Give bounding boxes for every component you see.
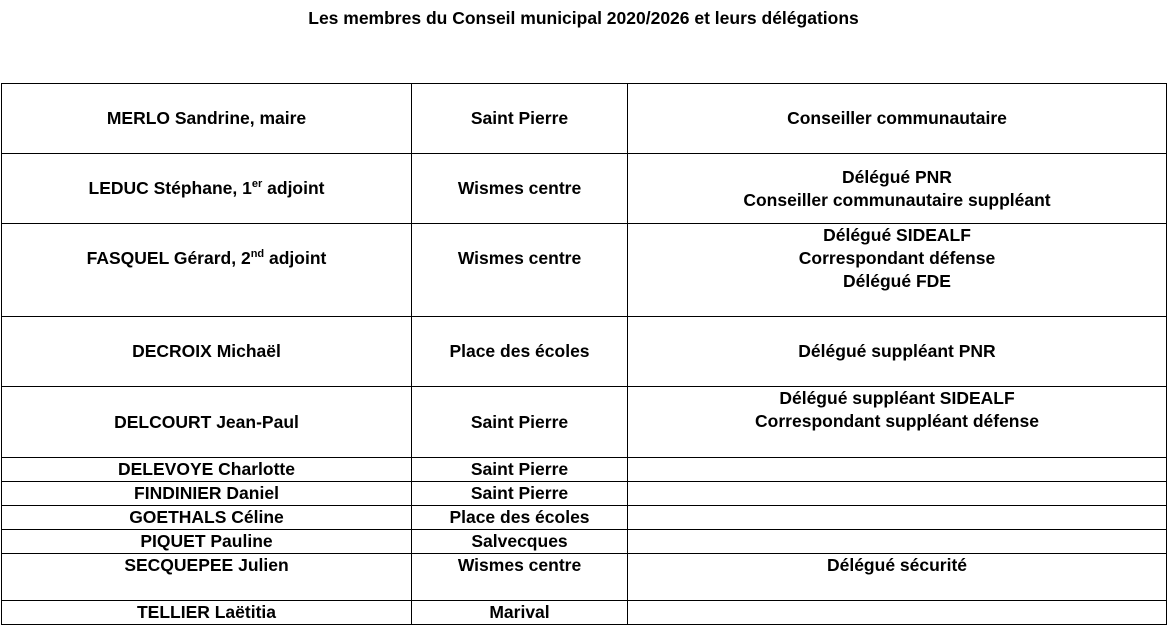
member-location: Saint Pierre [412, 482, 628, 506]
delegation-line: Correspondant suppléant défense [755, 411, 1039, 431]
member-name [2, 224, 412, 317]
member-delegations [628, 84, 1167, 154]
table-row [2, 317, 1167, 387]
member-delegations [628, 482, 1167, 506]
delegation-line: Délégué suppléant PNR [798, 341, 996, 361]
table-row [2, 154, 1167, 224]
ordinal-suffix: nd [250, 248, 265, 261]
member-name: SECQUEPEE Julien [2, 554, 412, 601]
member-location: Marival [412, 601, 628, 625]
delegation-line: Délégué PNR [842, 166, 952, 187]
delegation-line: Conseiller communautaire [787, 108, 1007, 128]
delegation-line: Correspondant défense [798, 248, 996, 268]
ordinal-suffix: er [251, 178, 263, 191]
member-location: Place des écoles [412, 506, 628, 530]
member-location: Saint Pierre [412, 84, 628, 154]
member-name-text: LEDUC Stéphane, 1 [88, 178, 252, 198]
table-row [2, 387, 1167, 458]
member-location: Salvecques [412, 530, 628, 554]
member-location: Place des écoles [412, 317, 628, 387]
member-name: FINDINIER Daniel [2, 482, 412, 506]
table-row [2, 224, 1167, 317]
table-row [2, 458, 1167, 482]
member-delegations [628, 387, 1167, 458]
member-name [2, 154, 412, 224]
delegation-line: Délégué suppléant SIDEALF [779, 388, 1015, 408]
table-row [2, 554, 1167, 601]
member-delegations [628, 224, 1167, 317]
member-name: PIQUET Pauline [2, 530, 412, 554]
member-delegations [628, 554, 1167, 601]
delegation-line: Délégué SIDEALF [823, 225, 971, 245]
member-delegations [628, 506, 1167, 530]
table-row [2, 506, 1167, 530]
member-name: TELLIER Laëtitia [2, 601, 412, 625]
member-name: MERLO Sandrine, maire [2, 84, 412, 154]
member-location: Wismes centre [412, 154, 628, 224]
delegation-line: Délégué sécurité [826, 555, 968, 575]
member-location: Wismes centre [412, 224, 628, 317]
member-delegations [628, 601, 1167, 625]
table-row [2, 601, 1167, 625]
member-name-role: adjoint [264, 248, 327, 268]
delegation-line: Délégué FDE [843, 271, 951, 291]
member-delegations [628, 530, 1167, 554]
member-name: DELCOURT Jean-Paul [2, 387, 412, 458]
council-members-table [1, 83, 1167, 625]
table-row [2, 482, 1167, 506]
member-delegations [628, 458, 1167, 482]
member-delegations [628, 154, 1167, 224]
member-delegations [628, 317, 1167, 387]
member-name-text: FASQUEL Gérard, 2 [86, 248, 251, 268]
member-name: GOETHALS Céline [2, 506, 412, 530]
member-location: Saint Pierre [412, 458, 628, 482]
table-row [2, 530, 1167, 554]
member-name: DELEVOYE Charlotte [2, 458, 412, 482]
delegation-line: Conseiller communautaire suppléant [743, 189, 1051, 210]
member-location: Saint Pierre [412, 387, 628, 458]
page-title: Les membres du Conseil municipal 2020/2026 et leurs délégations [308, 8, 859, 28]
member-name-role: adjoint [262, 178, 325, 198]
table-row [2, 84, 1167, 154]
member-location: Wismes centre [412, 554, 628, 601]
member-name: DECROIX Michaël [2, 317, 412, 387]
